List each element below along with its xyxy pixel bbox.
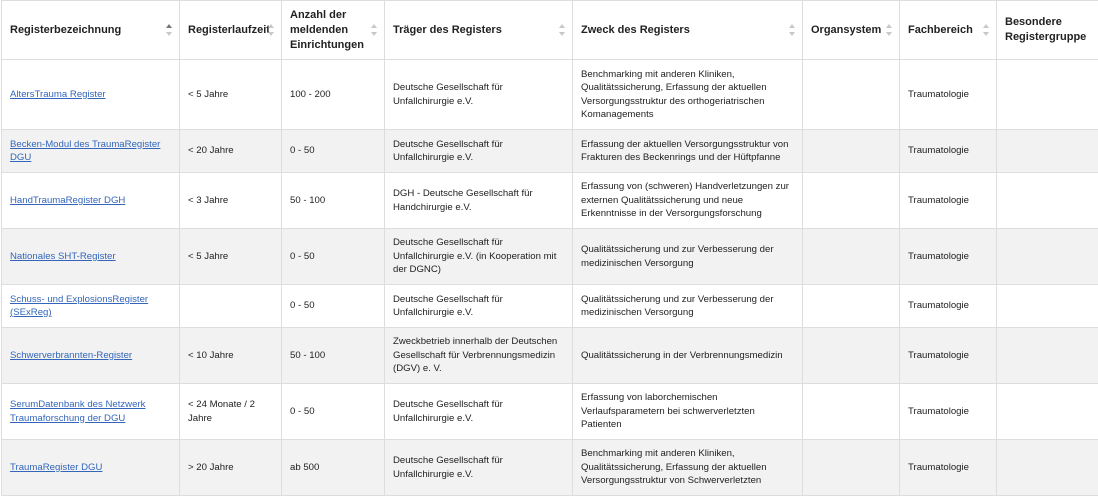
cell-fachbereich: Traumatologie <box>900 173 997 229</box>
cell-anzahl: 50 - 100 <box>282 328 385 384</box>
cell-fachbereich: Traumatologie <box>900 130 997 173</box>
cell-zweck: Benchmarking mit anderen Kliniken, Qualitätssicherung, Erfassung der aktuellen Versorgungsstruktur des orthogeriatrischen Komanagements <box>573 60 803 130</box>
cell-anzahl: 0 - 50 <box>282 130 385 173</box>
column-header-registerlaufzeit[interactable] <box>180 1 282 60</box>
column-header-label: Träger des Registers <box>393 23 502 36</box>
sort-arrows-icon[interactable] <box>559 24 566 36</box>
cell-traeger: Deutsche Gesellschaft für Unfallchirurgie e.V. <box>385 384 573 440</box>
cell-anzahl: 0 - 50 <box>282 285 385 328</box>
cell-fachbereich: Traumatologie <box>900 229 997 285</box>
cell-gruppe <box>997 229 1098 285</box>
cell-traeger: Deutsche Gesellschaft für Unfallchirurgie e.V. <box>385 60 573 130</box>
cell-gruppe <box>997 328 1098 384</box>
cell-laufzeit: < 20 Jahre <box>180 130 282 173</box>
cell-zweck: Erfassung von (schweren) Handverletzungen zur externen Qualitätssicherung und neue Erkenntnisse in der Versorgungsforschung <box>573 173 803 229</box>
cell-organsystem <box>803 60 900 130</box>
sort-arrows-icon[interactable] <box>166 24 173 36</box>
cell-fachbereich: Traumatologie <box>900 384 997 440</box>
column-header-organsystem[interactable] <box>803 1 900 60</box>
cell-organsystem <box>803 440 900 496</box>
cell-anzahl: 0 - 50 <box>282 384 385 440</box>
cell-zweck: Erfassung der aktuellen Versorgungsstruktur von Frakturen des Beckenrings und der Hüftpfanne <box>573 130 803 173</box>
cell-fachbereich: Traumatologie <box>900 285 997 328</box>
sort-arrows-icon[interactable] <box>983 24 990 36</box>
register-link[interactable]: Becken-Modul des TraumaRegister DGU <box>10 138 161 163</box>
cell-name <box>2 229 180 285</box>
cell-zweck: Benchmarking mit anderen Kliniken, Qualitätssicherung, Erfassung der aktuellen Versorgungsstruktur von Schwerverletzten <box>573 440 803 496</box>
column-header-zweck[interactable] <box>573 1 803 60</box>
cell-anzahl: 0 - 50 <box>282 229 385 285</box>
column-header-label: Zweck des Registers <box>581 23 690 36</box>
cell-name <box>2 60 180 130</box>
table-row <box>2 440 1098 496</box>
cell-gruppe <box>997 384 1098 440</box>
column-header-besondere-registergruppe[interactable] <box>997 1 1098 60</box>
table-row <box>2 384 1098 440</box>
table-row <box>2 173 1098 229</box>
table-row <box>2 328 1098 384</box>
column-header-label: Organsystem <box>811 23 882 36</box>
cell-traeger: Zweckbetrieb innerhalb der Deutschen Gesellschaft für Verbrennungsmedizin (DGV) e. V. <box>385 328 573 384</box>
cell-gruppe <box>997 173 1098 229</box>
register-table <box>1 0 1098 496</box>
register-link[interactable]: TraumaRegister DGU <box>10 461 103 473</box>
cell-anzahl: 100 - 200 <box>282 60 385 130</box>
cell-traeger: Deutsche Gesellschaft für Unfallchirurgie e.V. (in Kooperation mit der DGNC) <box>385 229 573 285</box>
cell-fachbereich: Traumatologie <box>900 328 997 384</box>
cell-name <box>2 384 180 440</box>
cell-laufzeit: < 24 Monate / 2 Jahre <box>180 384 282 440</box>
column-header-label: Besondere Registergruppe <box>1005 16 1087 43</box>
cell-zweck: Qualitätssicherung und zur Verbesserung der medizinischen Versorgung <box>573 285 803 328</box>
cell-fachbereich: Traumatologie <box>900 60 997 130</box>
cell-fachbereich: Traumatologie <box>900 440 997 496</box>
cell-traeger: Deutsche Gesellschaft für Unfallchirurgie e.V. <box>385 285 573 328</box>
column-header-label: Fachbereich <box>908 23 973 36</box>
column-header-fachbereich[interactable] <box>900 1 997 60</box>
cell-traeger: Deutsche Gesellschaft für Unfallchirurgie e.V. <box>385 440 573 496</box>
column-header-traeger[interactable] <box>385 1 573 60</box>
table-row <box>2 229 1098 285</box>
cell-laufzeit: > 20 Jahre <box>180 440 282 496</box>
cell-laufzeit <box>180 285 282 328</box>
cell-name <box>2 285 180 328</box>
cell-traeger: DGH - Deutsche Gesellschaft für Handchirurgie e.V. <box>385 173 573 229</box>
cell-organsystem <box>803 384 900 440</box>
cell-laufzeit: < 3 Jahre <box>180 173 282 229</box>
cell-zweck: Qualitätssicherung und zur Verbesserung der medizinischen Versorgung <box>573 229 803 285</box>
cell-name <box>2 328 180 384</box>
cell-traeger: Deutsche Gesellschaft für Unfallchirurgie e.V. <box>385 130 573 173</box>
table-header-row <box>2 1 1098 60</box>
cell-gruppe <box>997 130 1098 173</box>
cell-organsystem <box>803 229 900 285</box>
register-link[interactable]: Schwerverbrannten-Register <box>10 349 133 361</box>
cell-laufzeit: < 5 Jahre <box>180 229 282 285</box>
register-link[interactable]: Nationales SHT-Register <box>10 250 116 262</box>
column-header-label: Anzahl der meldenden Einrichtungen <box>290 8 364 51</box>
cell-laufzeit: < 10 Jahre <box>180 328 282 384</box>
table-row <box>2 285 1098 328</box>
cell-name <box>2 440 180 496</box>
cell-zweck: Qualitätssicherung in der Verbrennungsmedizin <box>573 328 803 384</box>
sort-arrows-icon[interactable] <box>268 24 275 36</box>
cell-gruppe <box>997 440 1098 496</box>
cell-organsystem <box>803 328 900 384</box>
column-header-registerbezeichnung[interactable] <box>2 1 180 60</box>
sort-arrows-icon[interactable] <box>789 24 796 36</box>
sort-arrows-icon[interactable] <box>886 24 893 36</box>
cell-name <box>2 173 180 229</box>
register-link[interactable]: SerumDatenbank des Netzwerk Traumaforschung der DGU <box>10 399 146 424</box>
register-link[interactable]: HandTraumaRegister DGH <box>10 194 126 206</box>
cell-anzahl: ab 500 <box>282 440 385 496</box>
column-header-label: Registerbezeichnung <box>10 23 122 36</box>
cell-organsystem <box>803 285 900 328</box>
register-link[interactable]: Schuss- und ExplosionsRegister (SExReg) <box>10 293 149 318</box>
table-row <box>2 130 1098 173</box>
column-header-label: Registerlaufzeit <box>188 23 270 36</box>
cell-name <box>2 130 180 173</box>
cell-laufzeit: < 5 Jahre <box>180 60 282 130</box>
cell-gruppe <box>997 60 1098 130</box>
cell-zweck: Erfassung von laborchemischen Verlaufsparametern bei schwerverletzten Patienten <box>573 384 803 440</box>
sort-arrows-icon[interactable] <box>371 24 378 36</box>
column-header-anzahl[interactable] <box>282 1 385 60</box>
cell-gruppe <box>997 285 1098 328</box>
table-row <box>2 60 1098 130</box>
cell-organsystem <box>803 130 900 173</box>
cell-organsystem <box>803 173 900 229</box>
register-link[interactable]: AltersTrauma Register <box>10 88 106 100</box>
cell-anzahl: 50 - 100 <box>282 173 385 229</box>
